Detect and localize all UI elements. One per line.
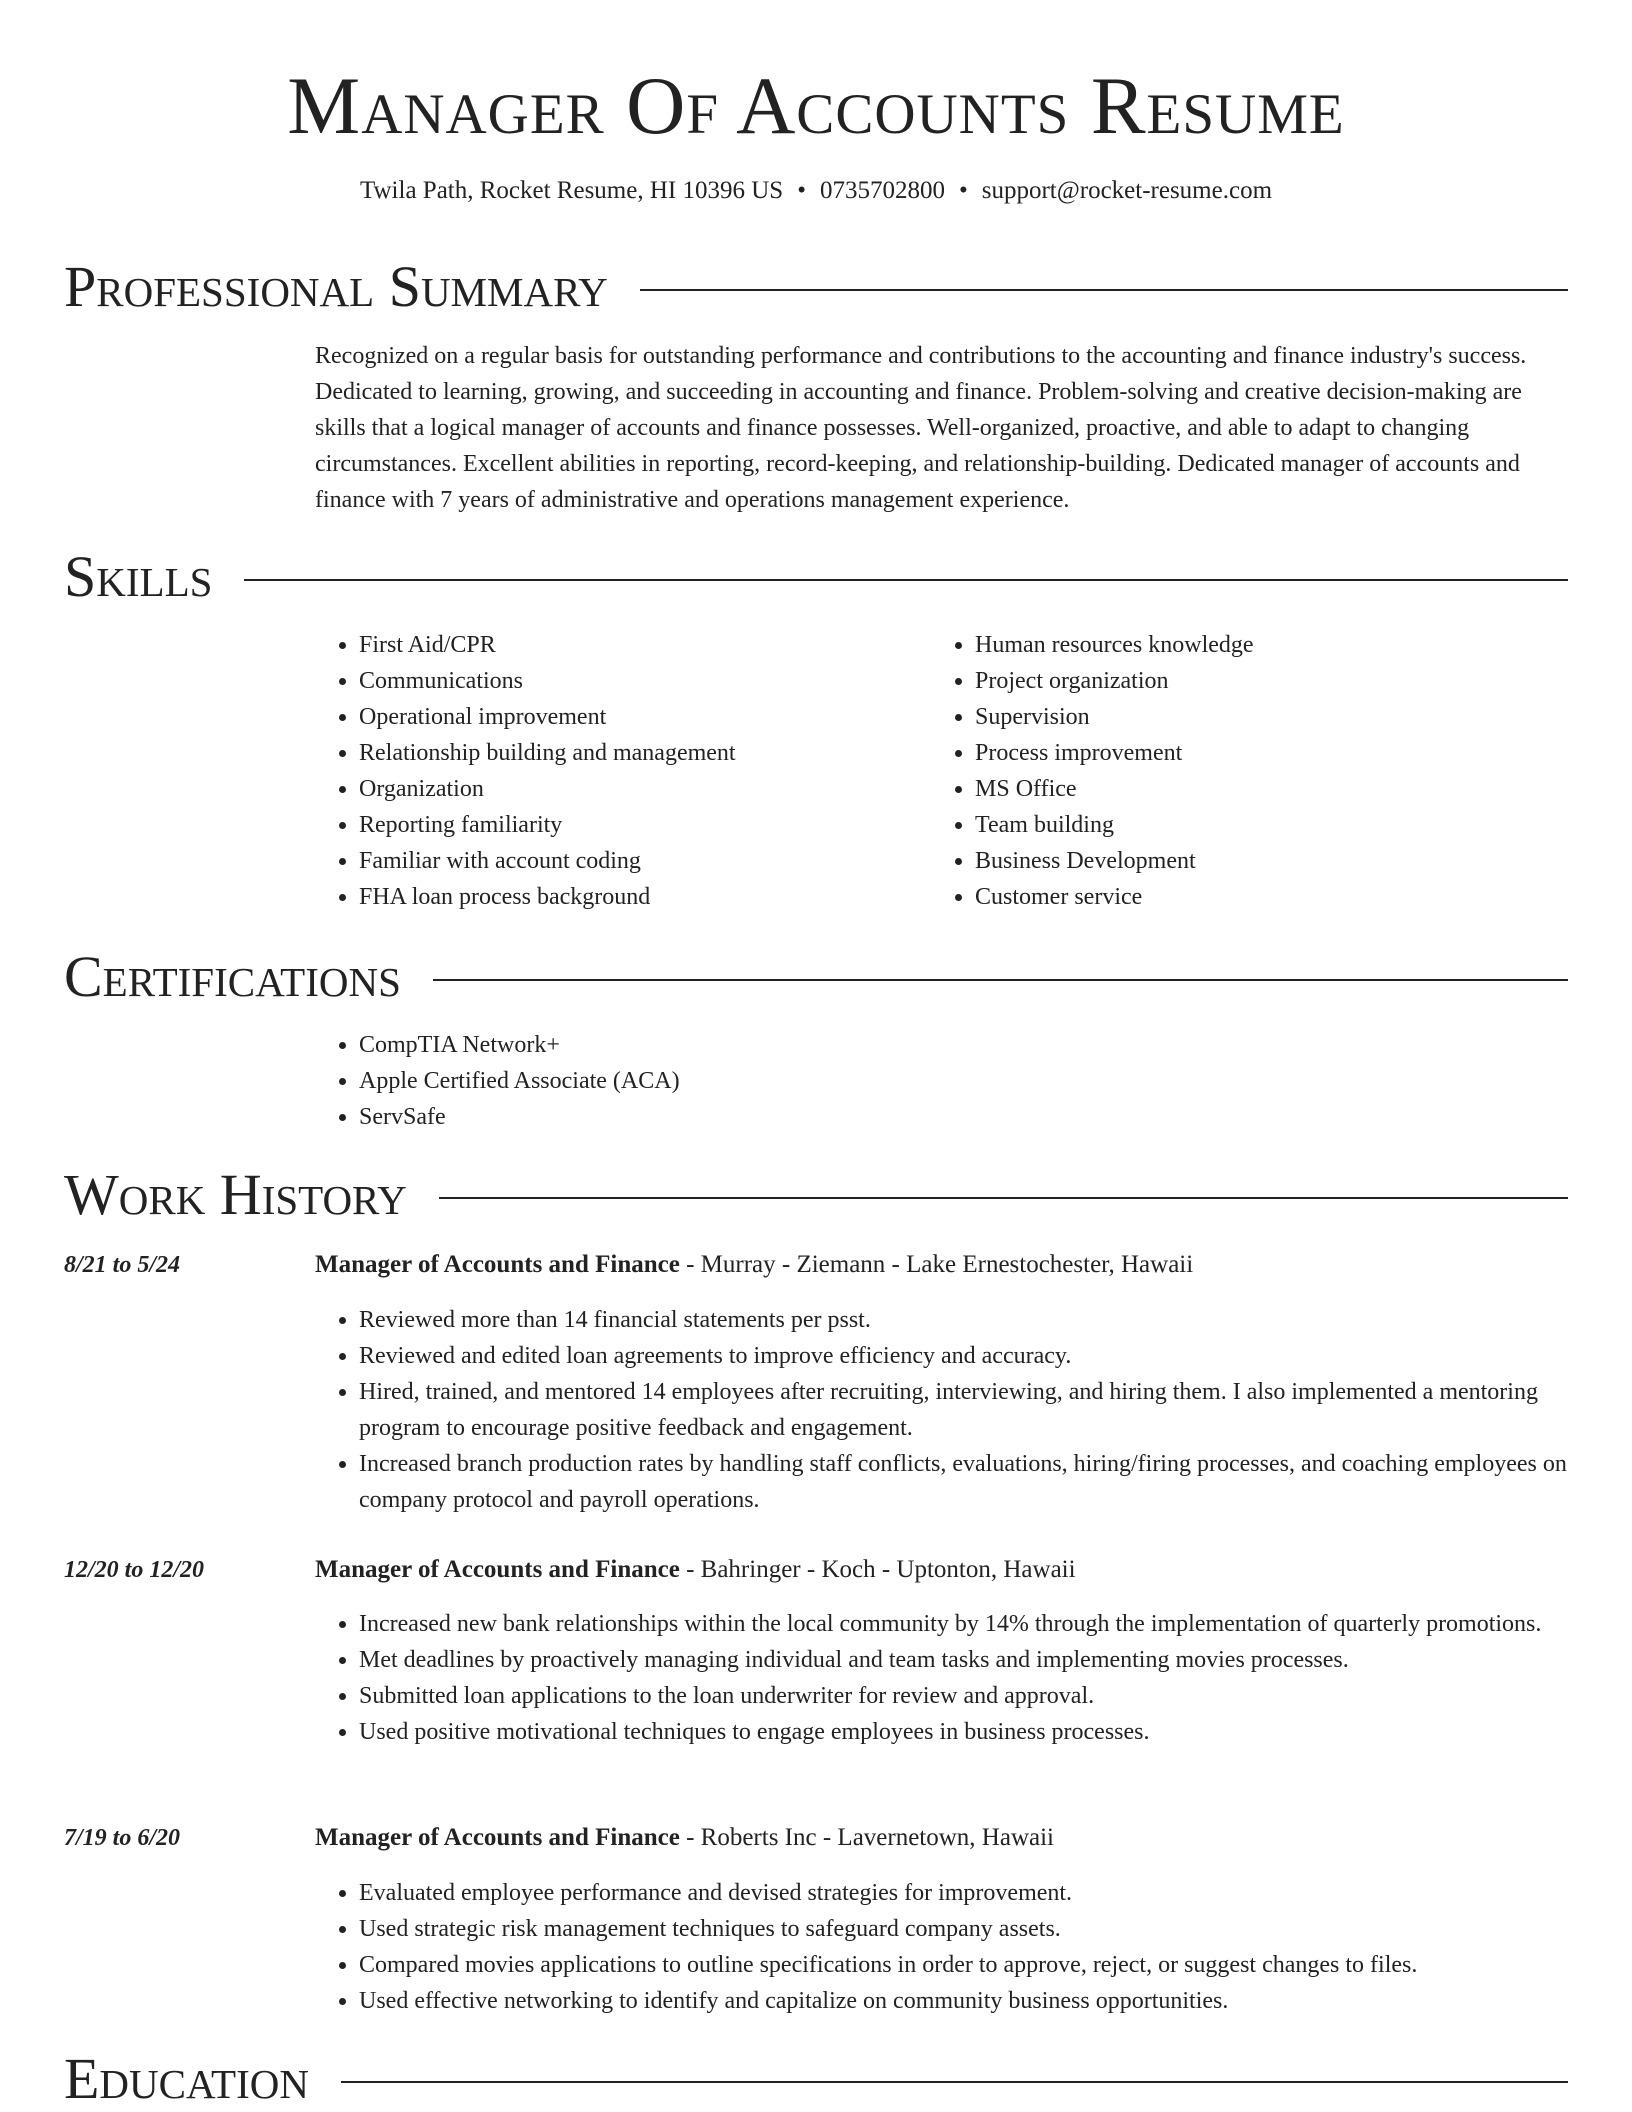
job-heading <box>315 1247 1568 1283</box>
section-header-work-history <box>64 1162 1568 1228</box>
job-title: Manager of Accounts and Finance <box>315 1556 680 1583</box>
contact-separator: • <box>958 177 968 204</box>
job-title: Manager of Accounts and Finance <box>315 1251 680 1278</box>
skill-item: • Relationship building and management <box>359 735 905 771</box>
job-duty-item: • Increased new bank relationships within the local community by 14% through the implementation of quarterly promotions. <box>359 1606 1568 1642</box>
skill-item: • Supervision <box>975 699 1551 735</box>
job-heading <box>315 1552 1568 1588</box>
skill-item: • Communications <box>359 663 905 699</box>
skills-column-right <box>931 627 1551 915</box>
certifications-list <box>315 1027 1215 1135</box>
job-employer-location: - Roberts Inc - Lavernetown, Hawaii <box>679 1824 1054 1851</box>
section-title-certifications: Certifications <box>64 944 401 1009</box>
section-divider <box>433 979 1568 981</box>
job-duty-item: • Hired, trained, and mentored 14 employees after recruiting, interviewing, and hiring them. I also implemented a mentoring program to encourage positive feedback and engagement. <box>359 1374 1568 1446</box>
skill-item: • Familiar with account coding <box>359 843 905 879</box>
job-duty-item: • Used effective networking to identify and capitalize on community business opportunities. <box>359 1983 1568 2019</box>
skill-item: • Operational improvement <box>359 699 905 735</box>
job-dates: 12/20 to 12/20 <box>64 1557 205 1583</box>
section-header-skills <box>64 544 1568 610</box>
certification-item: • CompTIA Network+ <box>359 1027 1215 1063</box>
skill-item: • Human resources knowledge <box>975 627 1551 663</box>
skill-item: • Customer service <box>975 879 1551 915</box>
skill-item: • FHA loan process background <box>359 879 905 915</box>
job-duty-item: • Used positive motivational techniques to engage employees in business processes. <box>359 1714 1568 1750</box>
job-employer-location: - Murray - Ziemann - Lake Ernestochester, Hawaii <box>679 1251 1194 1278</box>
job-dates: 7/19 to 6/20 <box>64 1825 181 1851</box>
job-heading <box>315 1820 1568 1856</box>
contact-phone: 0735702800 <box>819 177 945 204</box>
skill-item: • First Aid/CPR <box>359 627 905 663</box>
section-header-summary <box>64 254 1568 320</box>
certification-item: • Apple Certified Associate (ACA) <box>359 1063 1215 1099</box>
contact-line <box>0 174 1632 208</box>
section-divider <box>640 289 1568 291</box>
job-duties <box>315 1302 1568 1518</box>
job-title: Manager of Accounts and Finance <box>315 1824 680 1851</box>
section-divider <box>341 2081 1568 2083</box>
section-title-skills: Skills <box>64 544 213 609</box>
skill-item: • Project organization <box>975 663 1551 699</box>
summary-text: Recognized on a regular basis for outstanding performance and contributions to the accounting and finance industry's success. Dedicated to learning, growing, and succeeding in accounting and finance. Problem-solving and creative decision-making are skills that a logical manager of accounts and finance possesses. Well-organized, proactive, and able to adapt to changing circumstances. Excellent abilities in reporting, record-keeping, and relationship-building. Dedicated manager of accounts and finance with 7 years of administrative and operations management experience. <box>315 343 1527 513</box>
job-duties <box>315 1606 1568 1750</box>
job-dates: 8/21 to 5/24 <box>64 1252 181 1278</box>
skill-item: • Business Development <box>975 843 1551 879</box>
job-duty-item: • Evaluated employee performance and devised strategies for improvement. <box>359 1875 1568 1911</box>
job-duty-item: • Met deadlines by proactively managing individual and team tasks and implementing movies processes. <box>359 1642 1568 1678</box>
skill-item: • Process improvement <box>975 735 1551 771</box>
section-title-education: Education <box>64 2046 309 2111</box>
job-duty-item: • Reviewed more than 14 financial statements per psst. <box>359 1302 1568 1338</box>
resume-title: Manager Of Accounts Resume <box>287 60 1345 151</box>
section-title-summary: Professional Summary <box>64 254 608 319</box>
section-header-education <box>64 2046 1568 2112</box>
job-duty-item: • Reviewed and edited loan agreements to improve efficiency and accuracy. <box>359 1338 1568 1374</box>
contact-address: Twila Path, Rocket Resume, HI 10396 US <box>359 177 784 204</box>
job-duties <box>315 1875 1568 2019</box>
job-duty-item: • Compared movies applications to outline specifications in order to approve, reject, or suggest changes to files. <box>359 1947 1568 1983</box>
section-divider <box>439 1197 1568 1199</box>
skill-item: • Team building <box>975 807 1551 843</box>
job-employer-location: - Bahringer - Koch - Uptonton, Hawaii <box>679 1556 1076 1583</box>
certification-item: • ServSafe <box>359 1099 1215 1135</box>
skill-item: • Reporting familiarity <box>359 807 905 843</box>
job-duty-item: • Used strategic risk management techniques to safeguard company assets. <box>359 1911 1568 1947</box>
skill-item: • Organization <box>359 771 905 807</box>
section-title-work-history: Work History <box>64 1162 407 1227</box>
skill-item: • MS Office <box>975 771 1551 807</box>
skills-column-left <box>315 627 905 915</box>
contact-email: support@rocket-resume.com <box>981 177 1273 204</box>
job-duty-item: • Submitted loan applications to the loan underwriter for review and approval. <box>359 1678 1568 1714</box>
job-duty-item: • Increased branch production rates by handling staff conflicts, evaluations, hiring/firing processes, and coaching employees on company protocol and payroll operations. <box>359 1446 1568 1518</box>
section-header-certifications <box>64 944 1568 1010</box>
section-divider <box>244 579 1568 581</box>
contact-separator: • <box>797 177 806 204</box>
